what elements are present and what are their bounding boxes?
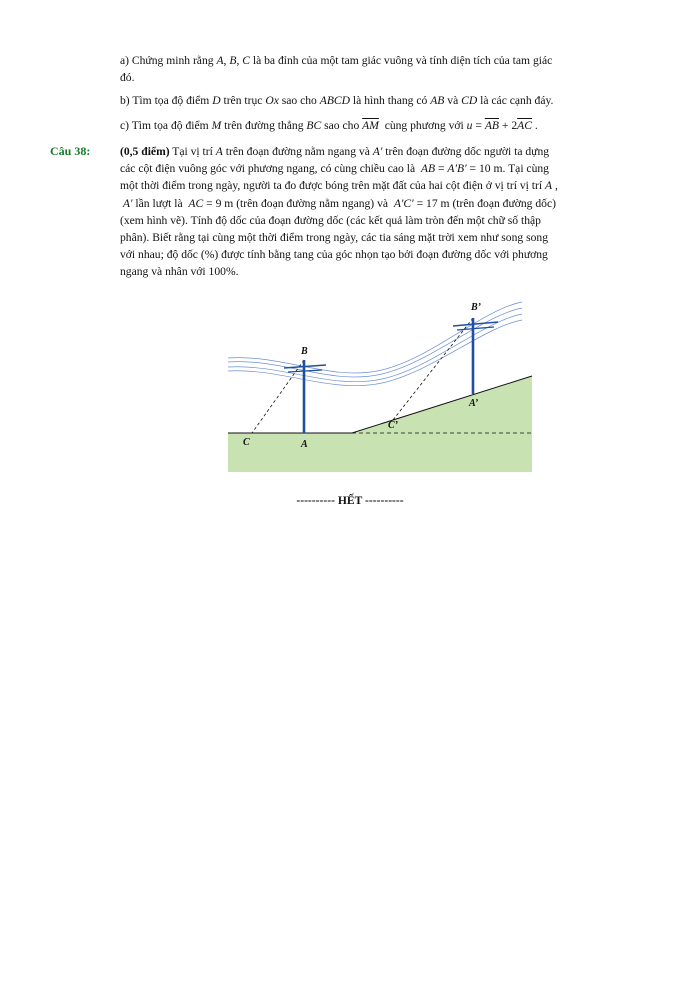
power-wires (228, 302, 522, 386)
question-line-3: một thời điểm trong ngày, người ta đo được bóng trên mặt đất của hai cột điện ở vị trí vị trí A , (120, 179, 558, 193)
question-label: Câu 38: (50, 144, 91, 158)
label-B: B (301, 346, 308, 357)
label-B-prime: B’ (471, 302, 481, 313)
part-b: b) Tìm tọa độ điểm D trên trục Ox sao cho ABCD là hình thang có AB và CD là các cạnh đáy. (120, 94, 554, 107)
question-points: (0,5 điểm) (120, 145, 170, 158)
pole-A-prime (453, 318, 498, 394)
part-a-line2: đó. (120, 71, 135, 85)
pole-A (284, 360, 326, 433)
question-line-6: phân). Biết rằng tại cùng một thời điểm trong ngày, các tia sáng mặt trời xem như song song (120, 231, 548, 245)
part-c: c) Tìm tọa độ điểm M trên đường thẳng BC sao cho $\overline{AM}$ cùng phương với $u = \overline{AB} + 2\overline{AC}$ . (120, 119, 538, 132)
label-C: C (243, 437, 250, 448)
question-line-8: ngang và nhân với 100%. (120, 265, 239, 279)
question-line-1: (0,5 điểm) Tại vị trí A trên đoạn đường nằm ngang và A′ trên đoạn đường dốc người ta dựng (120, 145, 550, 158)
part-a (120, 52, 650, 86)
label-A-prime: A’ (469, 398, 479, 409)
power-pole-figure (222, 292, 542, 477)
question-line-2: các cột điện vuông góc với phương ngang, có cùng chiều cao là AB = A′B′ = 10 m. Tại cùng (120, 162, 549, 176)
question-line-5: (xem hình vẽ). Tính độ dốc của đoạn đường dốc (các kết quả làm tròn đến một chữ số thập (120, 213, 541, 227)
question-body (120, 143, 650, 281)
end-marker: ---------- HẾT ---------- (296, 494, 404, 507)
label-C-prime: C’ (388, 420, 398, 431)
part-a-line1: a) Chứng minh rằng A, B, C là ba đỉnh của một tam giác vuông và tính diện tích của tam giác (120, 54, 553, 67)
question-line-7: với nhau; độ dốc (%) được tính bằng tang của góc nhọn tạo bởi đoạn đường dốc với phương (120, 248, 548, 262)
question-line-4: A′ lần lượt là AC = 9 m (trên đoạn đường nằm ngang) và A′C′ = 17 m (trên đoạn đường dốc) (122, 196, 556, 210)
label-A: A (301, 439, 308, 450)
